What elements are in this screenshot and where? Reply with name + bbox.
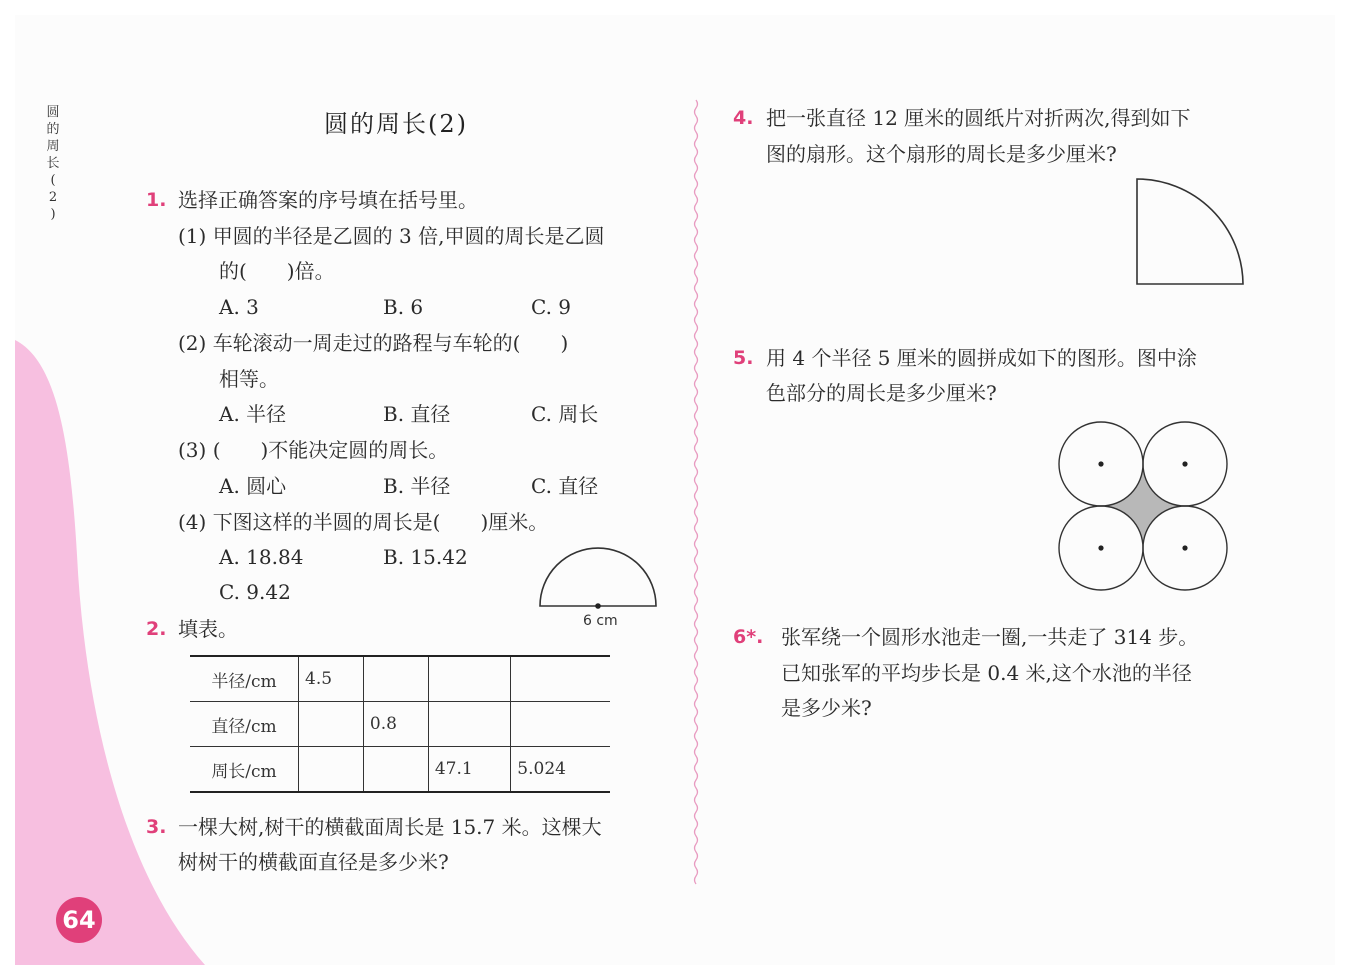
table-cell: 47.1: [428, 747, 510, 793]
q3-line2: 树树干的横截面直径是多少米?: [178, 850, 449, 874]
side-title: 圆 的 周 长 ( 2 ): [46, 105, 60, 222]
q1-sub1-option-b[interactable]: B. 6: [383, 295, 424, 319]
table-header-cell: 半径/cm: [190, 656, 299, 702]
q1-sub4-line1: (4) 下图这样的半圆的周长是( )厘米。: [178, 510, 549, 534]
q6-line3: 是多少米?: [781, 696, 872, 720]
q5-line1: 用 4 个半径 5 厘米的圆拼成如下的图形。图中涂: [766, 346, 1197, 370]
semicircle-diameter-label: 6 cm: [583, 613, 618, 629]
shaded-region: [1101, 464, 1185, 548]
q5-line2: 色部分的周长是多少厘米?: [766, 381, 997, 405]
q1-sub3-option-a[interactable]: A. 圆心: [219, 474, 287, 498]
table-cell[interactable]: [363, 656, 428, 702]
q5-number: 5.: [733, 347, 754, 369]
quarter-circle-figure: [1134, 176, 1248, 288]
table-cell: 5.024: [511, 747, 610, 793]
q1-sub1-line2: 的( )倍。: [219, 259, 335, 283]
fill-table: [190, 655, 610, 793]
table-cell[interactable]: [511, 702, 610, 747]
q1-sub4-option-b[interactable]: B. 15.42: [383, 545, 468, 569]
q1-sub3-line1: (3) ( )不能决定圆的周长。: [178, 438, 449, 462]
q1-number: 1.: [146, 189, 167, 211]
q1-sub4-option-c[interactable]: C. 9.42: [219, 580, 291, 604]
table-row: [190, 747, 610, 793]
q2-number: 2.: [146, 618, 167, 640]
table-cell: 0.8: [363, 702, 428, 747]
q1-sub1-line1: (1) 甲圆的半径是乙圆的 3 倍,甲圆的周长是乙圆: [178, 224, 605, 248]
table-row: [190, 702, 610, 747]
four-circles-figure: [1054, 418, 1232, 594]
table-cell[interactable]: [363, 747, 428, 793]
q1-sub2-option-b[interactable]: B. 直径: [383, 402, 451, 426]
q1-sub3-option-b[interactable]: B. 半径: [383, 474, 451, 498]
q1-sub2-line1: (2) 车轮滚动一周走过的路程与车轮的( ): [178, 331, 569, 355]
table-header-cell: 直径/cm: [190, 702, 299, 747]
table-cell: 4.5: [299, 656, 364, 702]
q2-text: 填表。: [178, 617, 238, 641]
table-header-cell: 周长/cm: [190, 747, 299, 793]
q4-line1: 把一张直径 12 厘米的圆纸片对折两次,得到如下: [766, 106, 1191, 130]
q3-number: 3.: [146, 816, 167, 838]
q6-number: 6*.: [733, 626, 764, 648]
q1-sub2-line2: 相等。: [219, 367, 279, 391]
table-cell[interactable]: [299, 702, 364, 747]
table-cell[interactable]: [428, 656, 510, 702]
q6-line1: 张军绕一个圆形水池走一圈,一共走了 314 步。: [781, 625, 1199, 649]
q6-line2: 已知张军的平均步长是 0.4 米,这个水池的半径: [781, 661, 1192, 685]
q4-line2: 图的扇形。这个扇形的周长是多少厘米?: [766, 142, 1117, 166]
q1-sub2-option-c[interactable]: C. 周长: [531, 402, 599, 426]
q4-number: 4.: [733, 107, 754, 129]
column-divider: [686, 100, 706, 880]
q3-line1: 一棵大树,树干的横截面周长是 15.7 米。这棵大: [178, 815, 602, 839]
table-row: [190, 656, 610, 702]
semicircle-figure: [536, 548, 660, 630]
table-cell[interactable]: [299, 747, 364, 793]
table-cell[interactable]: [511, 656, 610, 702]
page-title: 圆的周长(2): [324, 110, 468, 138]
q1-sub1-option-a[interactable]: A. 3: [219, 295, 259, 319]
q1-sub2-option-a[interactable]: A. 半径: [219, 402, 287, 426]
q1-sub4-option-a[interactable]: A. 18.84: [219, 545, 304, 569]
q1-text: 选择正确答案的序号填在括号里。: [178, 188, 478, 212]
q1-sub1-option-c[interactable]: C. 9: [531, 295, 572, 319]
q1-sub3-option-c[interactable]: C. 直径: [531, 474, 599, 498]
page-number: 64: [56, 897, 102, 943]
table-cell[interactable]: [428, 702, 510, 747]
